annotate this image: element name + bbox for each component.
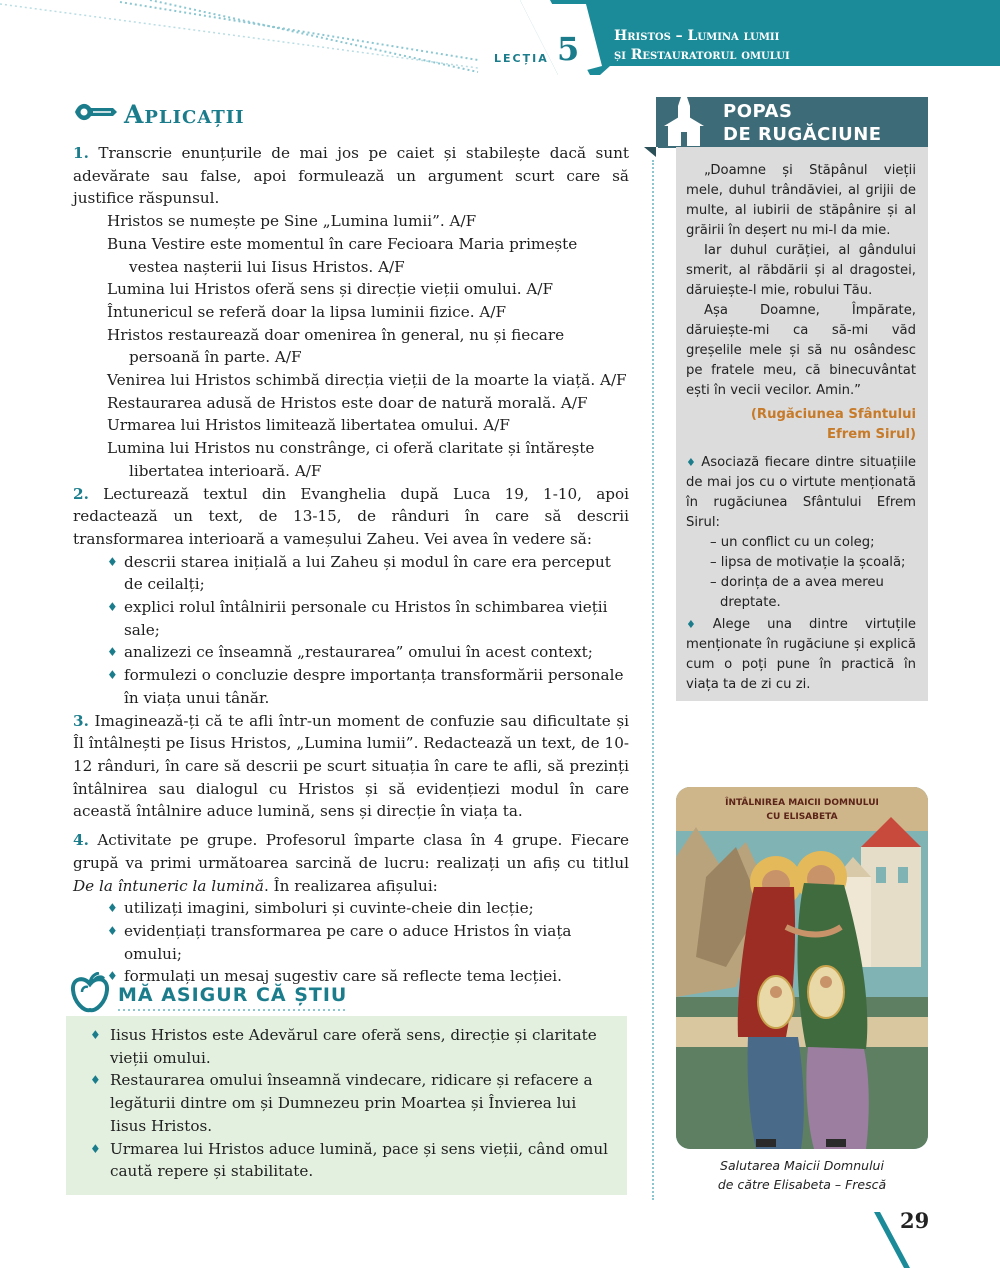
exercise-4-text-end: . În realizarea afișului: xyxy=(263,876,438,895)
prayer-source-line1: (Rugăciunea Sfântului xyxy=(750,407,916,422)
apple-heart-icon xyxy=(70,972,110,1014)
list-item: ♦ analizezi ce înseamnă „restaurarea” omului în acest context; xyxy=(107,641,629,664)
ma-asigur-box xyxy=(66,1016,627,1195)
statement: Buna Vestire este momentul în care Fecioara Maria primește vestea nașterii lui Iisus Hristos. A/F xyxy=(107,234,578,276)
diamond-bullet-icon: ♦ xyxy=(90,1028,101,1042)
list-item: ♦ explici rolul întâlnirii personale cu Hristos în schimbarea vieții sale; xyxy=(107,598,608,639)
popas-title-line2: DE RUGĂCIUNE xyxy=(723,124,882,145)
statement: Hristos restaurează doar omenirea în general, nu și fiecare persoană în parte. A/F xyxy=(107,325,565,367)
exercise-3-number: 3. xyxy=(73,711,89,730)
statement: Lumina lui Hristos oferă sens și direcție vieții omului. A/F xyxy=(107,280,553,299)
prayer-paragraph: „Doamne și Stăpânul vieții mele, duhul trândăviei, al grijii de multe, al iubirii de stăpânire și al grăirii în deșert nu mi-l da mie. xyxy=(686,163,916,238)
diamond-bullet-icon: ♦ xyxy=(107,923,118,938)
exercise-3-text: Imaginează-ți că te afli într-un moment de confuzie sau dificultate și Îl întâlnești pe Iisus Hristos, „Lumina lumii”. Redactează un text, de 10-12 rânduri, în care să descrii pe scurt situația în care te afli, să prezinți întâlnirea sau dialogul cu Hristos și să evidențiezi modul în care această întâlnire aduce lumină, sens și direcție în viața ta. xyxy=(73,711,629,821)
diamond-bullet-icon: ♦ xyxy=(107,668,118,683)
prayer-paragraph: Iar duhul curăției, al gândului smerit, al răbdării și al dragostei, dăruiește-l mie, robului Tău. xyxy=(686,243,916,298)
prayer-paragraph: Așa Doamne, Împărate, dăruiește-mi ca să-mi văd greșelile mele și să nu osândesc pe fratele meu, că binecuvântat ești în vecii vecilor. Amin.” xyxy=(686,303,916,398)
poster-title: De la întuneric la lumină xyxy=(73,876,264,895)
list-item: ♦ descrii starea inițială a lui Zaheu și modul în care era perceput de ceilalți; xyxy=(107,552,611,594)
pen-nib-icon xyxy=(73,98,119,126)
inscription-line1: ÎNTÂLNIREA MAICII DOMNULUI xyxy=(725,798,879,808)
diamond-bullet-icon: ♦ xyxy=(107,901,118,916)
list-item: ♦ utilizați imagini, simboluri și cuvinte-cheie din lecție; xyxy=(107,897,629,920)
caption-line2: de către Elisabeta – Frescă xyxy=(717,1177,887,1192)
statement: Urmarea lui Hristos limitează libertatea omului. A/F xyxy=(107,416,510,435)
true-false-list xyxy=(107,210,629,482)
diamond-bullet-icon: ♦ xyxy=(107,600,118,615)
exercise-1-number: 1. xyxy=(73,144,89,162)
diamond-bullet-icon: ♦ xyxy=(90,1073,101,1088)
list-item: ♦ Urmarea lui Hristos aduce lumină, pace și sens vieții, când omul caută repere și stabilitate. xyxy=(90,1139,608,1181)
exercise-4 xyxy=(73,829,629,897)
aplicatii-content xyxy=(73,142,629,988)
popas-task-2: ♦ Alege una dintre virtuțile menționate în rugăciune și explică cum o poți pune în practică în viața ta de zi cu zi. xyxy=(686,617,916,692)
statement: Restaurarea adusă de Hristos este doar de natură morală. A/F xyxy=(107,393,588,412)
exercise-4-bullets xyxy=(107,897,629,988)
visitation-fresco-image xyxy=(676,787,928,1149)
popas-title-line1: POPAS xyxy=(723,101,793,122)
fresco-painting xyxy=(676,787,928,1149)
exercise-2-text: Lecturează textul din Evanghelia după Luca 19, 1-10, apoi redactează un text, de 13-15, de rânduri în care să descrii transformarea interioară a vameșului Zaheu. Vei avea în vedere să: xyxy=(73,484,629,548)
image-caption xyxy=(676,1156,928,1194)
exercise-3 xyxy=(73,710,629,824)
banner-fold xyxy=(644,147,656,157)
popas-box xyxy=(676,147,928,701)
situation-item: – dorința de a avea mereu dreptate. xyxy=(710,575,884,610)
lesson-label: LECȚIA xyxy=(494,52,549,65)
church-icon xyxy=(658,78,712,148)
lesson-number: 5 xyxy=(557,30,580,68)
sidebar-dotted-divider xyxy=(652,160,654,1200)
heading-dotted-underline xyxy=(118,1008,348,1012)
page-number: 29 xyxy=(900,1208,930,1233)
exercise-4-number: 4. xyxy=(73,831,89,850)
list-item: ♦ formulezi o concluzie despre importanța transformării personale în viața unui tânăr. xyxy=(107,666,624,707)
exercise-2 xyxy=(73,483,629,551)
popas-task-1: ♦ Asociază fiecare dintre situațiile de mai jos cu o virtute menționată în rugăciunea Sfântului Efrem Sirul: xyxy=(686,455,916,530)
inscription-line2: CU ELISABETA xyxy=(766,812,838,822)
lesson-title xyxy=(614,27,994,65)
exercise-2-number: 2. xyxy=(73,484,89,503)
statement: Lumina lui Hristos nu constrânge, ci oferă claritate și întărește libertatea interioară. A/F xyxy=(107,439,595,480)
list-item: ♦ Restaurarea omului înseamnă vindecare, ridicare și refacere a legăturii dintre om și Dumnezeu prin Moartea și Învierea lui Iisus Hristos. xyxy=(90,1071,593,1135)
diamond-bullet-icon: ♦ xyxy=(107,554,118,569)
lesson-title-line1: Hristos – Lumina lumii xyxy=(614,28,780,44)
aplicatii-heading: Aplicații xyxy=(124,100,245,129)
header-dotted-lines xyxy=(0,0,480,75)
diamond-bullet-icon: ♦ xyxy=(686,618,709,631)
ma-asigur-heading: MĂ ASIGUR CĂ ȘTIU xyxy=(118,984,348,1006)
diamond-bullet-icon: ♦ xyxy=(686,456,698,469)
exercise-4-text: Activitate pe grupe. Profesorul împarte clasa în 4 grupe. Fiecare grupă va primi următoarea sarcină de lucru: realizați un afiș cu titlul xyxy=(73,831,629,872)
list-item: ♦ formulați un mesaj sugestiv care să reflecte tema lecției. xyxy=(107,965,629,988)
popas-title xyxy=(723,100,882,146)
exercise-2-bullets xyxy=(107,551,629,710)
statement: Hristos se numește pe Sine „Lumina lumii”. A/F xyxy=(107,212,477,231)
situation-item: – un conflict cu un coleg; xyxy=(710,535,875,550)
lesson-title-line2: și Restauratorul omului xyxy=(614,47,790,63)
exercise-1-text: Transcrie enunțurile de mai jos pe caiet și stabilește dacă sunt adevărate sau false, apoi formulează un argument scurt care să justifice răspunsul. xyxy=(73,144,630,208)
list-item: ♦ evidențiați transformarea pe care o aduce Hristos în viața omului; xyxy=(107,921,572,963)
prayer-source xyxy=(686,405,916,445)
diamond-bullet-icon: ♦ xyxy=(107,969,118,984)
statement: Venirea lui Hristos schimbă direcția vieții de la moarte la viață. A/F xyxy=(107,371,627,390)
diamond-bullet-icon: ♦ xyxy=(107,645,118,660)
caption-line1: Salutarea Maicii Domnului xyxy=(720,1158,884,1173)
situation-item: – lipsa de motivație la școală; xyxy=(710,555,906,570)
list-item: ♦ Iisus Hristos este Adevărul care oferă sens, direcție și claritate vieții omului. xyxy=(90,1026,597,1067)
diamond-bullet-icon: ♦ xyxy=(90,1141,101,1156)
exercise-1 xyxy=(73,142,629,210)
statement: Întunericul se referă doar la lipsa luminii fizice. A/F xyxy=(107,302,506,321)
prayer-source-line2: Efrem Sirul) xyxy=(827,427,916,442)
